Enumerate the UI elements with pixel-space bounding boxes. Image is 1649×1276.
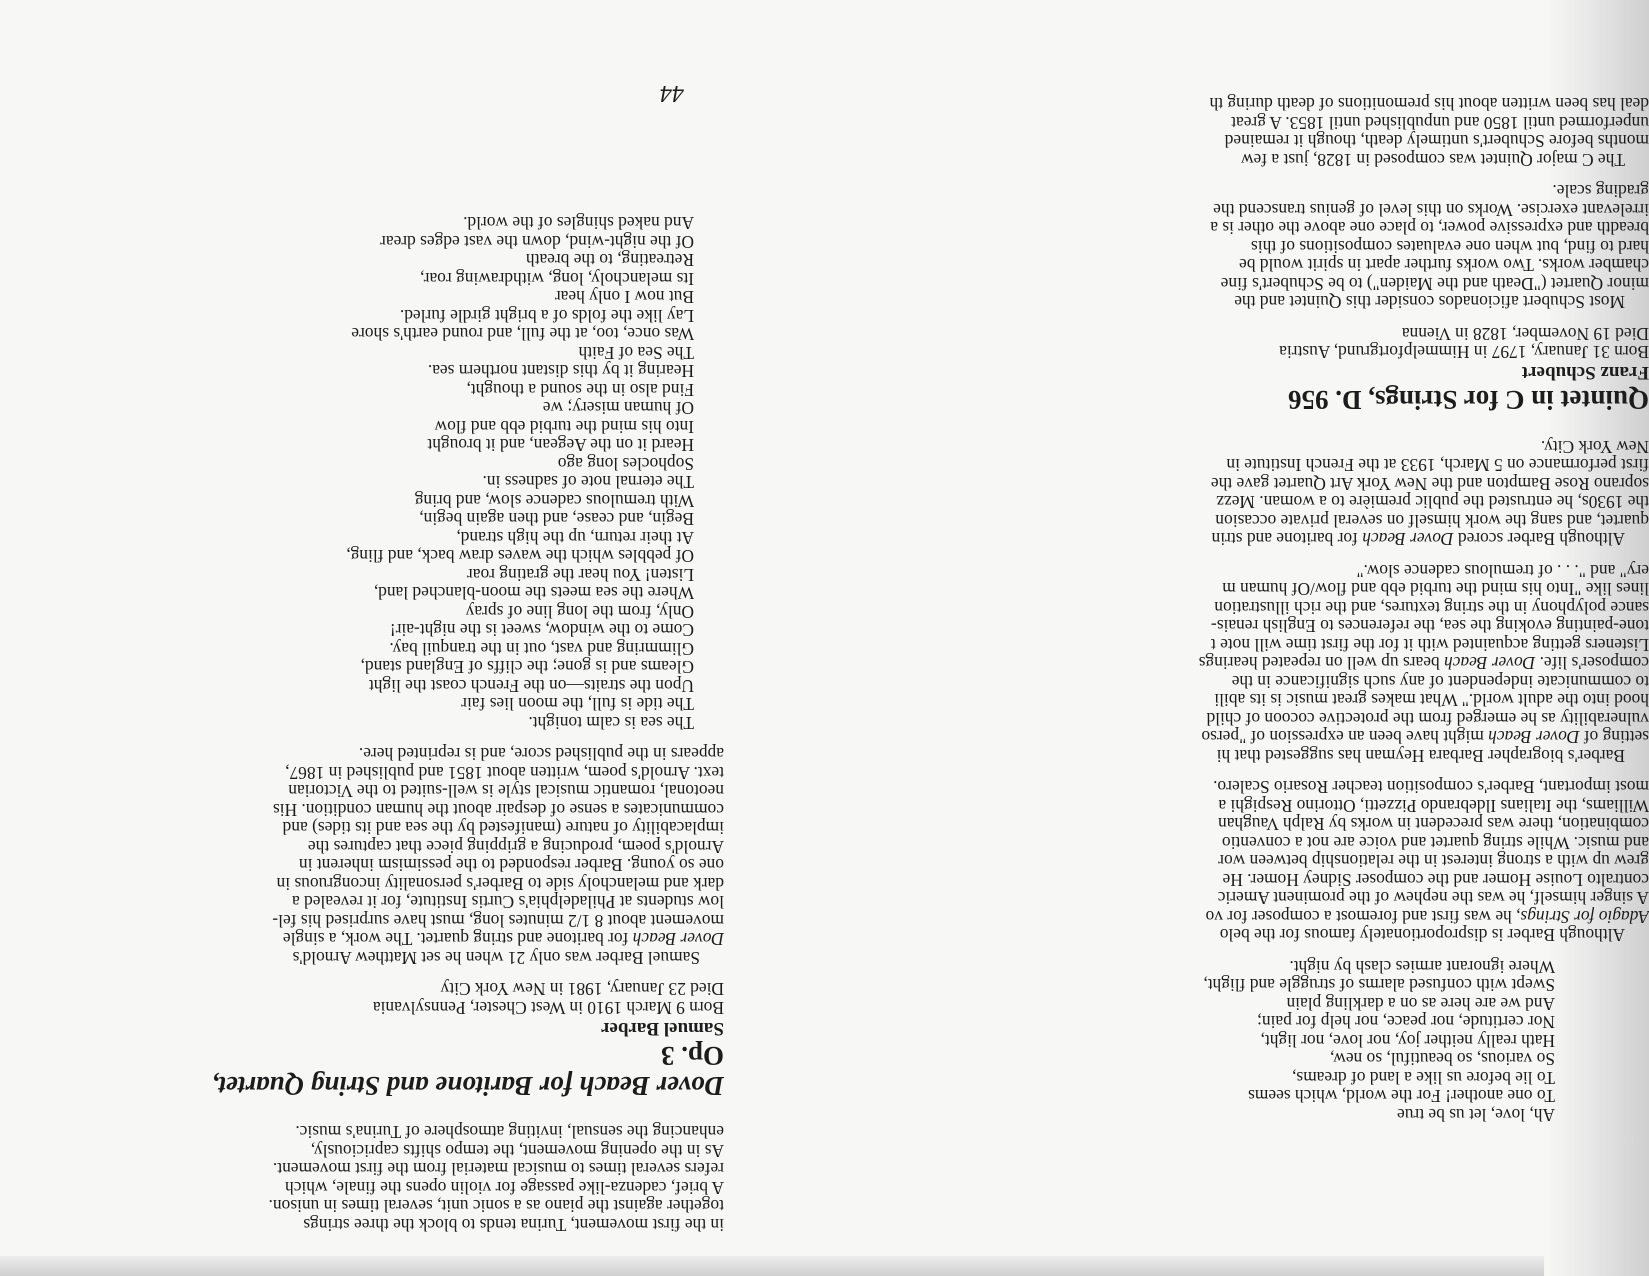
- poem-line: Retreating, to the breath: [525, 250, 694, 271]
- poem-line: Begin, and cease, and then again begin,: [419, 509, 694, 530]
- text-line: ery" and ". . . of tremulous cadence slow.": [1356, 561, 1649, 581]
- text-line: Although Barber scored Dover Beach for baritone and strin: [1211, 529, 1625, 550]
- text-line: the 1930s, he entrusted the public première to a woman. Mezz: [1216, 492, 1649, 513]
- text-line: Samuel Barber was only 21 when he set Matthew Arnold's: [292, 948, 700, 968]
- poem-line: Only, from the long line of spray: [465, 602, 694, 622]
- paragraph: [889, 95, 1649, 169]
- poem-line: Of human misery; we: [542, 398, 694, 419]
- text-line: and music. While string quartet and voice are not a conventio: [1221, 833, 1649, 853]
- text-line: hard to find, but when one evaluates compositions of this: [1251, 237, 1649, 257]
- text-line: communicates a sense of despair about the human condition. His: [272, 800, 724, 820]
- born-line: Born 9 March 1910 in West Chester, Pennsylvania: [372, 998, 724, 1018]
- text-line: appears in the published score, and is reprinted here.: [358, 744, 724, 765]
- poem-line: With tremulous cadence slow, and bring: [414, 491, 694, 511]
- text-line: setting of Dover Beach might have been an expression of "perso: [1201, 727, 1649, 748]
- text-line: enhancing the sensual, inviting atmosphere of Turina's music.: [295, 1122, 724, 1143]
- paragraph: [889, 182, 1649, 312]
- poem-line: Listen! You hear the grating roar: [467, 565, 694, 585]
- text-line: to communicate independent of any such significance in the: [1231, 672, 1649, 692]
- text-line: A singer himself, he was the nephew of the prominent Americ: [1217, 888, 1649, 909]
- text-line: together against the piano as a sonic unit, several times in unison.: [268, 1196, 724, 1217]
- dover-beach-poem: [124, 214, 724, 732]
- work-title: Dover Beach for Baritone and String Quartet,: [211, 1071, 724, 1101]
- text-line: Adagio for Strings, he was first and foremost a composer for vo: [1205, 907, 1649, 927]
- text-line: chamber works. Two works further apart in spirit would be: [1239, 255, 1649, 276]
- text-line: dark and melancholy side to Barber's personality incongruous in: [276, 874, 724, 894]
- poem-line: Nor certitude, nor peace, nor help for pain;: [1257, 1012, 1555, 1033]
- right-text-column: [889, 95, 1649, 1124]
- text-line: hood into the adult world." What makes great music is its abili: [1214, 690, 1649, 711]
- text-line: The C major Quintet was composed in 1828, just a few: [1241, 150, 1625, 170]
- composer-name: Samuel Barber: [601, 1018, 724, 1039]
- text-line: minor Quartet ("Death and the Maiden") to be Schubert's fine: [1220, 274, 1649, 294]
- poem-line: And we are here as on a darkling plain: [1286, 994, 1555, 1014]
- poem-line: But now I only hear: [554, 287, 694, 308]
- poem-line: Its melancholy, long, withdrawing roar,: [420, 269, 694, 289]
- paragraph: [124, 1123, 724, 1234]
- paragraph: [124, 745, 724, 967]
- text-line: low students at Philadelphia's Curtis Institute, for it revealed a: [291, 892, 724, 913]
- composer-name: Franz Schubert: [1521, 362, 1649, 384]
- poem-line: At their return, up the high strand,: [456, 528, 694, 548]
- text-line: breadth and expressive power, to place one above the other is a: [1210, 218, 1649, 239]
- poem-line: Heard it on the Aegean, and it brought: [427, 435, 694, 456]
- text-line: first performance on 5 March, 1933 at the French Institute in: [1226, 455, 1649, 476]
- poem-line: Into his mind the turbid ebb and flow: [434, 417, 694, 437]
- text-line: implacability of nature (manifested by the sea and its tides) and: [282, 818, 724, 839]
- poem-line: Was once, too, at the full, and round earth's shore: [351, 324, 694, 345]
- paragraph: [889, 562, 1649, 766]
- poem-line: Gleams and is gone; the cliffs of England stand,: [360, 657, 694, 678]
- poem-line: Find also in the sound a thought,: [466, 380, 694, 400]
- text-line: Listeners getting acquainted with it for the first time will note t: [1210, 635, 1649, 655]
- text-line: As in the opening movement, the tempo shifts capriciously,: [310, 1141, 724, 1161]
- poem-line: To one another! For the world, which seems: [1248, 1086, 1555, 1107]
- text-line: one so young. Barber responded to the pessimism inherent in: [298, 855, 724, 876]
- text-line: in the first movement, Turina tends to block the three strings: [303, 1215, 724, 1235]
- poem-line: The Sea of Faith: [578, 343, 694, 363]
- poem-line: Where ignorant armies clash by night.: [1289, 957, 1555, 977]
- poem-line: Swept with confused alarms of struggle and flight,: [1203, 975, 1555, 996]
- poem-line: Hath really neither joy, nor love, nor light,: [1260, 1031, 1555, 1051]
- text-line: soprano Rose Bampton and the New York Art Quartet gave the: [1210, 474, 1649, 494]
- text-line: New York City.: [1540, 437, 1649, 457]
- poem-line: Hearing it by this distant northern sea.: [427, 361, 694, 382]
- page-edge-shadow: [0, 1256, 1649, 1276]
- text-line: contralto Louise Homer and the composer Sidney Homer. He: [1222, 870, 1649, 890]
- text-line: Dover Beach for baritone and string quartet. The work, a single: [282, 929, 724, 950]
- text-line: composer's life. Dover Beach bears up well on repeated hearings: [1198, 653, 1649, 674]
- poem-line: And naked shingles of the world.: [463, 213, 694, 234]
- poem-line: The eternal note of sadness in.: [482, 472, 694, 493]
- text-line: Williams, the Italians Ildebrando Pizzetti, Ottorino Respighi a: [1218, 796, 1649, 816]
- text-line: Barber's biographer Barbara Heyman has suggested that hi: [1216, 746, 1625, 766]
- poem-line: Sophocles long ago: [557, 454, 694, 474]
- text-line: lines like "Into his mind the turbid ebb and flow/Of human m: [1222, 579, 1649, 600]
- poem-line: Of pebbles which the waves draw back, and fling,: [346, 546, 694, 567]
- text-line: grading scale.: [1552, 181, 1649, 202]
- paragraph: [889, 778, 1649, 945]
- text-line: tone-painting evoking the sea, the references to English renais-: [1211, 616, 1649, 637]
- work-title: Quintet in C for Strings, D. 956: [1287, 385, 1649, 416]
- paragraph: [889, 438, 1649, 549]
- poem-line: Lay like the folds of a bright girdle furled.: [399, 306, 694, 326]
- poem-line: Of the night-wind, down the vast edges drear: [380, 232, 694, 252]
- text-line: most important, Barber's composition teacher Rosario Scalero.: [1213, 777, 1649, 798]
- text-line: neotonal, romantic musical style is well-suited to the Victorian: [288, 781, 724, 802]
- text-line: refers several times to musical material from the first movement.: [272, 1159, 724, 1180]
- text-line: Although Barber is disproportionately famous for the belo: [1219, 925, 1625, 946]
- text-line: text. Arnold's poem, written about 1851 and published in 1867,: [285, 763, 724, 783]
- poem-line: Upon the straits—on the French coast the light: [368, 676, 694, 696]
- born-line: Born 31 January, 1797 in Himmelpfortgrund, Austria: [1279, 342, 1649, 363]
- poem-line: Ah, love, let us be true: [1397, 1105, 1555, 1125]
- text-line: Most Schubert aficionados consider this Quintet and the: [1234, 292, 1625, 313]
- text-line: deal has been written about his premonitions of death during th: [1209, 94, 1649, 115]
- text-line: A brief, cadenza-like passage for violin opens the finale, which: [285, 1178, 724, 1198]
- text-line: irrelevant exercise. Works on this level of genius transcend the: [1213, 200, 1649, 220]
- left-text-column: [124, 214, 724, 1234]
- text-line: unperformed until 1850 and unpublished until 1853. A great: [1231, 113, 1649, 133]
- text-line: Arnold's poem, producing a gripping piece that captures the: [307, 837, 724, 857]
- poem-line: To lie before us like a land of dreams,: [1292, 1068, 1555, 1088]
- poem-line: Glimmring and vast, out in the tranquil bay.: [389, 639, 694, 659]
- text-line: grew up with a strong interest in the relationship between wor: [1218, 851, 1649, 872]
- text-line: combination, there was precedent in works by Ralph Vaughan: [1218, 814, 1649, 835]
- died-line: Died 19 November, 1828 in Vienna: [1401, 324, 1649, 344]
- text-line: months before Schubert's untimely death, though it remained: [1224, 131, 1649, 152]
- poem-line: The sea is calm tonight.: [528, 713, 694, 733]
- text-line: movement about 8 1/2 minutes long, must have surprised his fel-: [272, 911, 724, 931]
- text-line: vulnerability as he emerged from the protective cocoon of child: [1206, 709, 1649, 729]
- poem-line: Where the sea meets the moon-blanched land,: [373, 583, 694, 604]
- poem-line: The tide is full, the moon lies fair: [461, 694, 694, 715]
- text-line: sance polyphony in the string textures, and the rich illustration: [1214, 598, 1649, 618]
- text-line: quartet, and sang the work himself on several private occasion: [1215, 511, 1649, 531]
- work-title-opus: Op. 3: [660, 1041, 724, 1071]
- poem-line: Come to the window, sweet is the night-air!: [389, 620, 694, 641]
- poem-line: So various, so beautiful, so new,: [1330, 1049, 1555, 1070]
- died-line: Died 23 January, 1981 in New York City: [440, 979, 724, 1000]
- poem-continuation: [889, 958, 1649, 1125]
- page-number: 44: [660, 80, 684, 106]
